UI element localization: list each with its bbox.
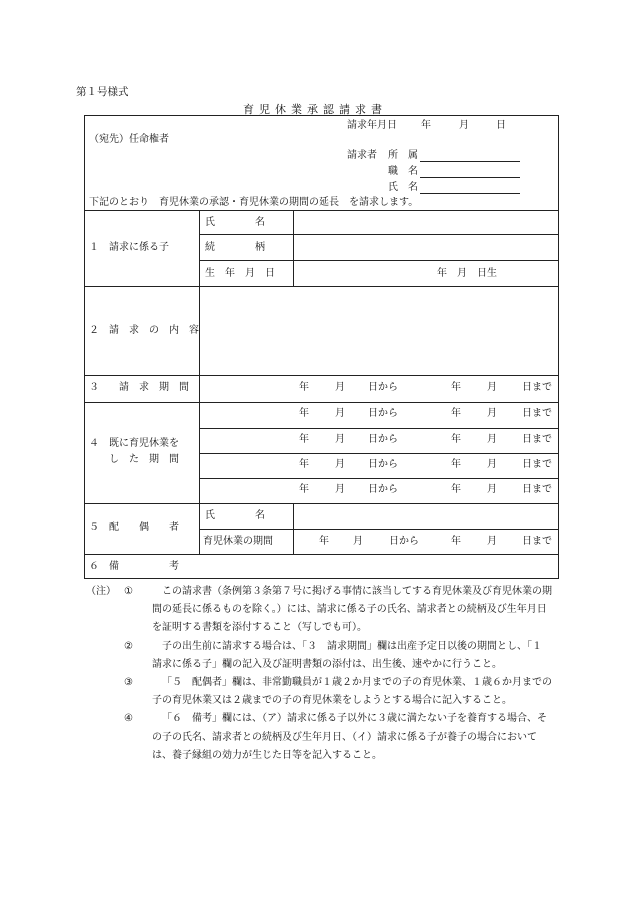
affiliation-field[interactable]: 所 属 <box>388 150 520 162</box>
past-start-year: 年 <box>299 484 309 495</box>
section4-label-line1: ４ 既に育児休業を <box>89 438 179 449</box>
period-end-year: 年 <box>451 382 461 393</box>
request-content-input[interactable] <box>200 287 558 375</box>
note-item <box>86 638 556 674</box>
form-number: 第１号様式 <box>76 86 129 98</box>
requester-label: 請求者 <box>347 150 377 161</box>
past-start-month: 月 <box>335 484 345 495</box>
spouse-end-year: 年 <box>451 536 461 547</box>
spouse-end-until: 日まで <box>522 536 552 547</box>
past-end-month: 月 <box>487 408 497 419</box>
past-end-month: 月 <box>487 484 497 495</box>
period-end-until: 日まで <box>522 382 552 393</box>
note-text: 「５ 配偶者」欄は、非常勤職員が１歳２か月までの子の育児休業、１歳６か月までの子の育児休業又は２歳までの子の育児休業をしようとする場合に記入すること。 <box>152 677 552 707</box>
past-start-from: 日から <box>368 434 398 445</box>
child-birth-value: 年 月 日生 <box>437 268 497 279</box>
past-end-until: 日まで <box>522 484 552 495</box>
past-start-from: 日から <box>368 459 398 470</box>
note-item <box>86 710 556 765</box>
past-end-until: 日まで <box>522 408 552 419</box>
past-end-year: 年 <box>451 459 461 470</box>
spouse-start-from: 日から <box>389 536 419 547</box>
note-item <box>86 674 556 710</box>
past-start-month: 月 <box>335 434 345 445</box>
section1-label: １ 請求に係る子 <box>89 242 169 253</box>
addressee: （宛先）任命権者 <box>89 134 169 145</box>
child-relation-input[interactable] <box>294 235 558 260</box>
past-end-until: 日まで <box>522 459 552 470</box>
request-statement: 下記のとおり 育児休業の承認・育児休業の期間の延長 を請求します。 <box>89 197 419 208</box>
notes-section <box>86 583 556 765</box>
spouse-name-input[interactable] <box>294 504 558 529</box>
request-form-table <box>84 115 559 579</box>
remarks-input[interactable] <box>200 555 558 578</box>
spouse-start-year: 年 <box>319 536 329 547</box>
past-start-month: 月 <box>335 408 345 419</box>
past-start-month: 月 <box>335 459 345 470</box>
past-end-year: 年 <box>451 408 461 419</box>
section4-label-line2: し た 期 間 <box>109 454 179 465</box>
request-date-month: 月 <box>459 120 469 131</box>
child-birth-label: 生 年 月 日 <box>205 268 275 279</box>
request-date-day: 日 <box>496 120 506 131</box>
past-start-from: 日から <box>368 408 398 419</box>
note-item <box>86 583 556 638</box>
child-name-input[interactable] <box>294 211 558 234</box>
note-text: この請求書（条例第３条第７号に掲げる事情に該当してする育児休業及び育児休業の期間の延長に係るものを除く。）には、請求に係る子の氏名、請求者との続柄及び生年月日を証明する書類を添付すること（写しでも可）。 <box>152 586 552 634</box>
note-number: ④ <box>124 713 133 725</box>
period-start-month: 月 <box>335 382 345 393</box>
note-text: 子の出生前に請求する場合は、「３ 請求期間」欄は出産予定日以後の期間とし、「１ 請求に係る子」欄の記入及び証明書類の添付は、出生後、速やかに行うこと。 <box>152 640 552 670</box>
section6-label: ６ 備 考 <box>89 561 179 572</box>
requester-name-field[interactable]: 氏 名 <box>388 182 520 194</box>
past-start-year: 年 <box>299 434 309 445</box>
past-start-from: 日から <box>368 484 398 495</box>
past-end-until: 日まで <box>522 434 552 445</box>
section2-label: ２ 請 求 の 内 容 <box>89 325 199 336</box>
notes-label: （注） <box>86 586 116 597</box>
period-start-from: 日から <box>368 382 398 393</box>
note-text: 「６ 備考」欄には、（ア）請求に係る子以外に３歳に満たない子を養育する場合、その子の氏名、請求者との続柄及び生年月日、（イ）請求に係る子が養子の場合においては、養子縁組の効力が生じた日等を記入すること。 <box>152 713 547 761</box>
child-name-label: 氏 名 <box>205 217 265 228</box>
past-end-month: 月 <box>487 434 497 445</box>
section5-label: ５ 配 偶 者 <box>89 522 179 533</box>
past-end-month: 月 <box>487 459 497 470</box>
spouse-start-month: 月 <box>353 536 363 547</box>
note-number: ③ <box>124 677 133 689</box>
spouse-name-label: 氏 名 <box>205 510 265 521</box>
past-start-year: 年 <box>299 459 309 470</box>
past-start-year: 年 <box>299 408 309 419</box>
note-number: ① <box>124 586 133 597</box>
request-date-label: 請求年月日 <box>347 120 397 131</box>
section3-label: ３ 請 求 期 間 <box>89 382 189 393</box>
note-number: ② <box>124 640 133 652</box>
position-field[interactable]: 職 名 <box>388 166 520 178</box>
past-end-year: 年 <box>451 434 461 445</box>
past-end-year: 年 <box>451 484 461 495</box>
child-relation-label: 続 柄 <box>205 242 265 253</box>
request-date-year: 年 <box>421 120 431 131</box>
form-title: 育児休業承認請求書 <box>243 103 387 116</box>
spouse-end-month: 月 <box>487 536 497 547</box>
period-start-year: 年 <box>299 382 309 393</box>
spouse-leave-label: 育児休業の期間 <box>203 536 273 547</box>
period-end-month: 月 <box>487 382 497 393</box>
